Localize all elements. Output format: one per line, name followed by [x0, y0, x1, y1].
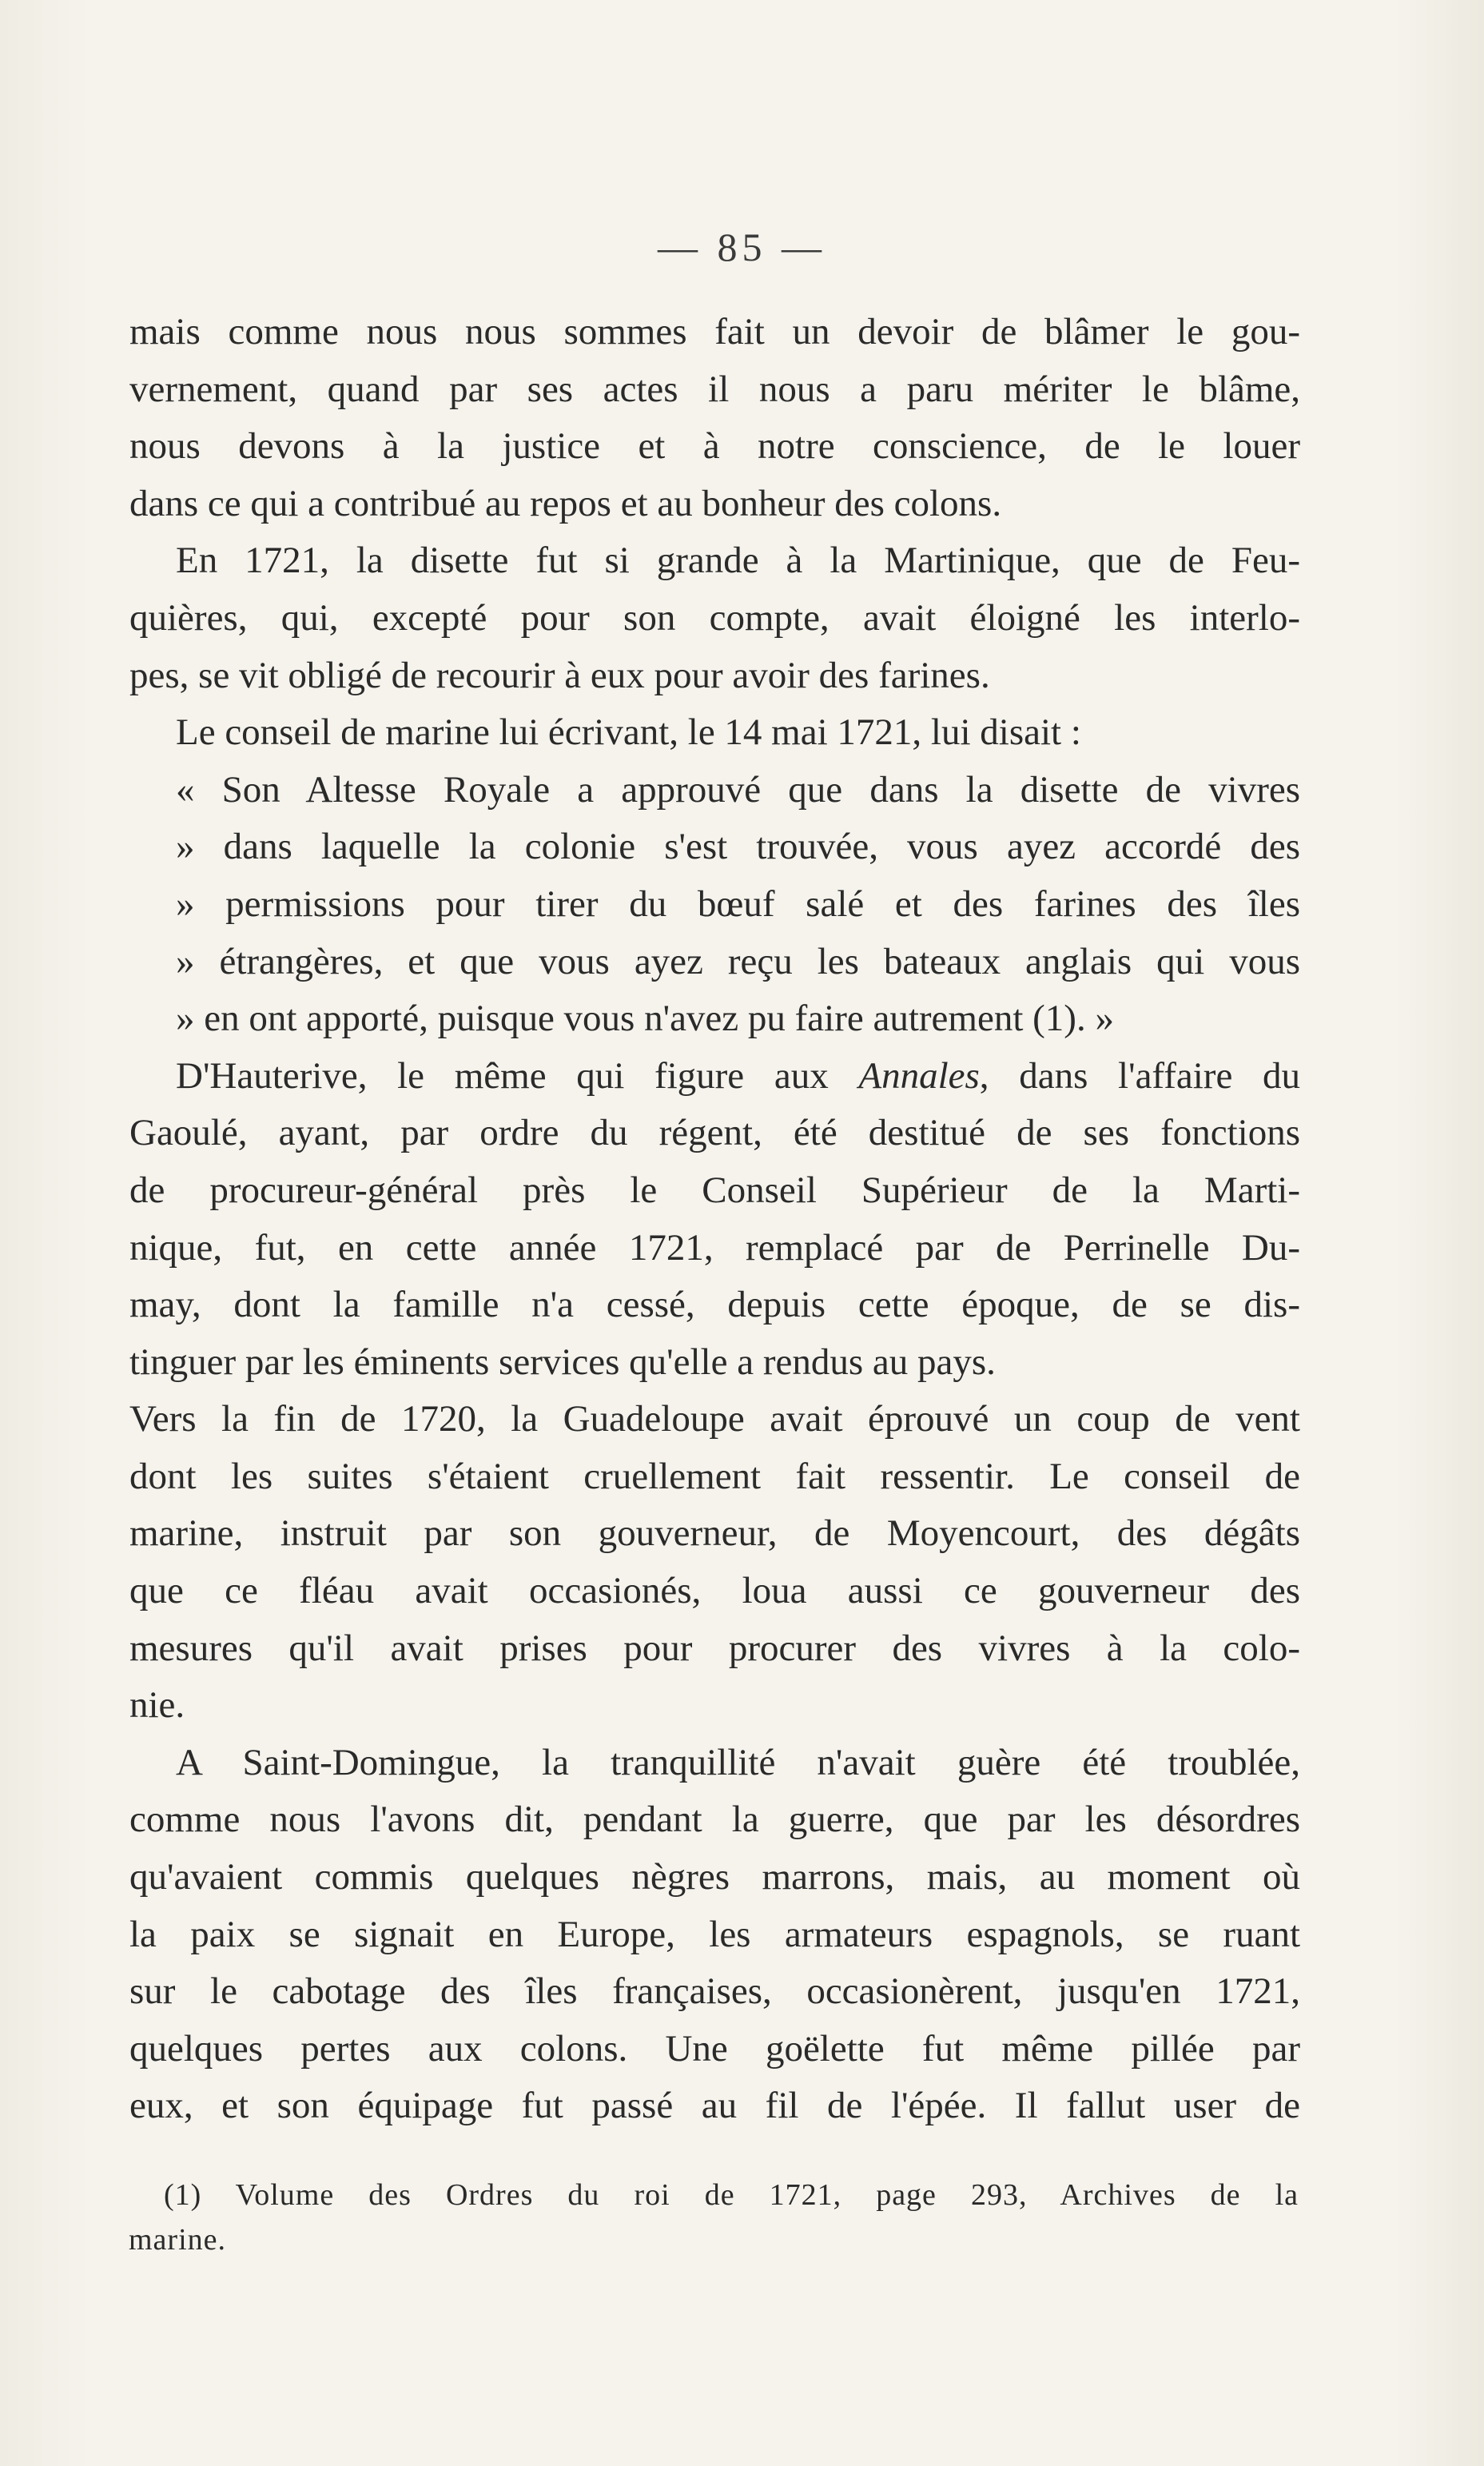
body-line: mesures qu'il avait prises pour procurer des vivres à la colo- — [129, 1627, 1300, 1669]
body-line: quières, qui, excepté pour son compte, avait éloigné les interlo- — [129, 596, 1300, 639]
body-line: que ce fléau avait occasionés, loua aussi ce gouverneur des — [129, 1570, 1300, 1612]
body-line: nie. — [129, 1684, 185, 1727]
body-line: sur le cabotage des îles françaises, occasionèrent, jusqu'en 1721, — [129, 1970, 1300, 2013]
body-line: mais comme nous nous sommes fait un devoir de blâmer le gou- — [129, 311, 1300, 353]
body-line: En 1721, la disette fut si grande à la Martinique, que de Feu- — [176, 540, 1300, 582]
page-number: — 85 — — [658, 225, 826, 269]
body-line: dans ce qui a contribué au repos et au bonheur des colons. — [129, 482, 1002, 524]
body-line: « Son Altesse Royale a approuvé que dans la disette de vivres — [176, 768, 1300, 811]
body-line: dont les suites s'étaient cruellement fait ressentir. Le conseil de — [129, 1455, 1300, 1497]
body-line: eux, et son équipage fut passé au fil de l'épée. Il fallut user de — [129, 2085, 1300, 2127]
body-line: vernement, quand par ses actes il nous a paru mériter le blâme, — [129, 368, 1300, 410]
italic-title: Annales — [858, 1054, 980, 1097]
body-line: Vers la fin de 1720, la Guadeloupe avait éprouvé un coup de vent — [129, 1398, 1300, 1440]
body-line: » étrangères, et que vous ayez reçu les bateaux anglais qui vous — [176, 940, 1300, 982]
body-line: A Saint-Domingue, la tranquillité n'avait guère été troublée, — [176, 1741, 1300, 1783]
body-line: D'Hauterive, le même qui figure aux Annales, dans l'affaire du — [176, 1054, 1300, 1097]
body-line: nique, fut, en cette année 1721, remplacé par de Perrinelle Du- — [129, 1226, 1300, 1269]
footnote-line: (1) Volume des Ordres du roi de 1721, page 293, Archives de la — [164, 2178, 1299, 2212]
body-line: comme nous l'avons dit, pendant la guerre, que par les désordres — [129, 1799, 1300, 1841]
body-line: de procureur-général près le Conseil Supérieur de la Marti- — [129, 1169, 1300, 1211]
footnote — [129, 2173, 1299, 2262]
body-text — [129, 304, 1300, 2135]
body-line: pes, se vit obligé de recourir à eux pour avoir des farines. — [129, 654, 990, 696]
body-line: la paix se signait en Europe, les armateurs espagnols, se ruant — [129, 1913, 1300, 1955]
body-line: » permissions pour tirer du bœuf salé et des farines des îles — [176, 882, 1300, 925]
body-line: » dans laquelle la colonie s'est trouvée, vous ayez accordé des — [176, 826, 1300, 868]
body-line: » en ont apporté, puisque vous n'avez pu faire autrement (1). » — [176, 998, 1114, 1040]
body-line: Gaoulé, ayant, par ordre du régent, été destitué de ses fonctions — [129, 1112, 1300, 1154]
body-line: may, dont la famille n'a cessé, depuis cette époque, de se dis- — [129, 1284, 1300, 1326]
footnote-line: marine. — [129, 2223, 227, 2257]
body-line: tinguer par les éminents services qu'elle a rendus au pays. — [129, 1341, 996, 1383]
body-line: Le conseil de marine lui écrivant, le 14 mai 1721, lui disait : — [176, 711, 1081, 754]
body-line: qu'avaient commis quelques nègres marrons, mais, au moment où — [129, 1856, 1300, 1898]
body-line: quelques pertes aux colons. Une goëlette fut même pillée par — [129, 2027, 1300, 2070]
body-line: nous devons à la justice et à notre conscience, de le louer — [129, 425, 1300, 468]
body-line: marine, instruit par son gouverneur, de Moyencourt, des dégâts — [129, 1512, 1300, 1555]
